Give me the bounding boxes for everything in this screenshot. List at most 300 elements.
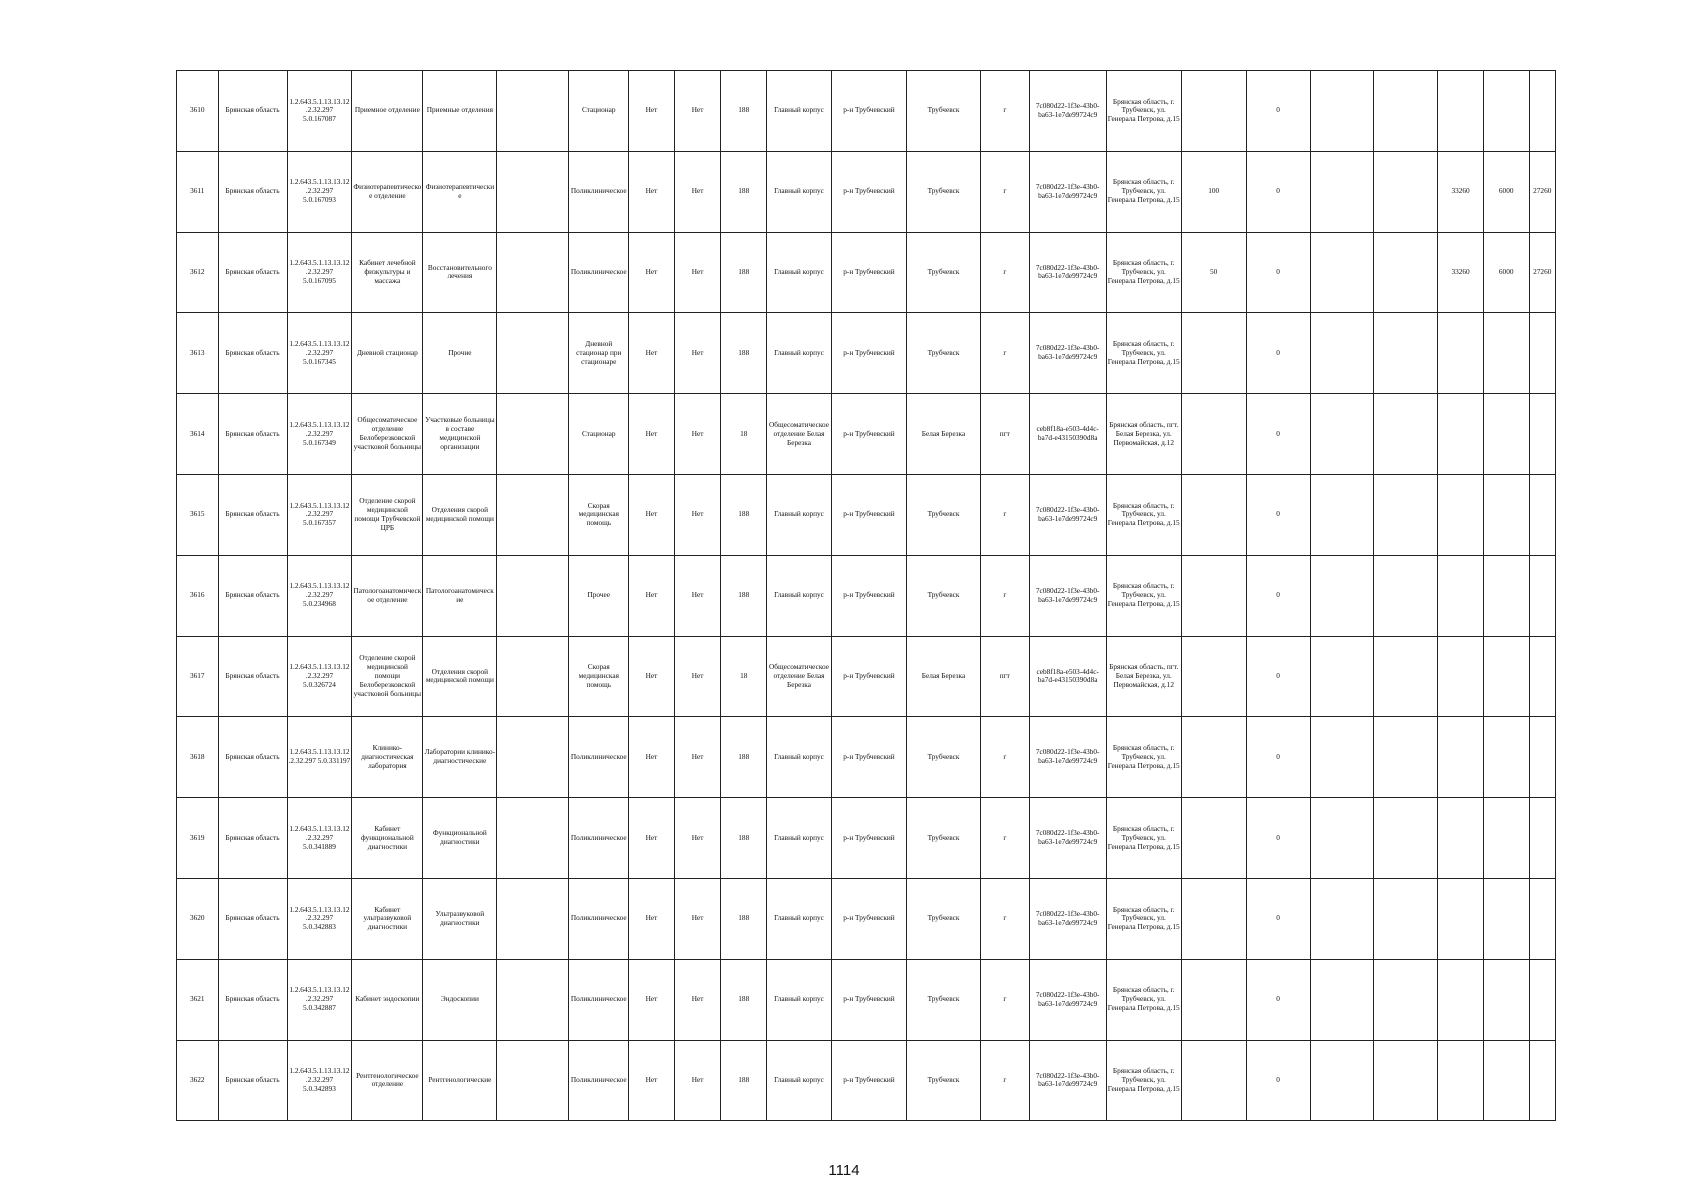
unit-name-cell: Кабинет ультразвуковой диагностики [352,878,423,959]
guid-cell: ceb8f18a-e503-4d4c-ba7d-e43150390d8a [1029,394,1106,475]
address-cell: Брянская область, пгт. Белая Березка, ул. Первомайская, д.12 [1106,394,1181,475]
unit-type-cell: Патологоанатомические [423,555,497,636]
empty-cell [497,71,569,152]
guid-cell: ceb8f18a-e503-4d4c-ba7d-e43150390d8a [1029,636,1106,717]
table-row [177,474,1556,555]
district-cell: р-н Трубчевский [831,959,906,1040]
empty-cell [1374,394,1438,475]
amount-cell [1483,878,1529,959]
amount-cell [1438,717,1484,798]
empty-cell [1374,71,1438,152]
registry-table [176,70,1556,1121]
empty-cell [1310,798,1374,879]
flag-cell: Нет [629,717,675,798]
settlement-type-cell: г [981,313,1030,394]
code-cell: 188 [721,71,767,152]
amount-cell [1483,394,1529,475]
district-cell: р-н Трубчевский [831,878,906,959]
unit-type-cell: Физиотерапевтические [423,151,497,232]
empty-cell [1310,717,1374,798]
flag-cell: Нет [629,1040,675,1121]
empty-cell [497,636,569,717]
empty-cell [1374,959,1438,1040]
empty-cell [1374,474,1438,555]
care-type-cell: Поликлиническое [569,232,629,313]
guid-cell: 7c080d22-1f3e-43b0-ba63-1e7de99724c9 [1029,717,1106,798]
guid-cell: 7c080d22-1f3e-43b0-ba63-1e7de99724c9 [1029,474,1106,555]
address-cell: Брянская область, г. Трубчевск, ул. Генерала Петрова, д.15 [1106,151,1181,232]
settlement-type-cell: г [981,555,1030,636]
count-cell: 0 [1246,151,1310,232]
amount-cell [1529,959,1556,1040]
table-row [177,878,1556,959]
unit-name-cell: Отделение скорой медицинской помощи Белоберезковской участковой больницы [352,636,423,717]
amount-cell [1438,313,1484,394]
address-cell: Брянская область, г. Трубчевск, ул. Генерала Петрова, д.15 [1106,71,1181,152]
code-cell: 188 [721,474,767,555]
oid-cell: 1.2.643.5.1.13.13.12.2.32.297 5.0.234968 [287,555,352,636]
amount-cell [1529,798,1556,879]
flag-cell: Нет [629,394,675,475]
flag-cell: Нет [674,717,721,798]
unit-type-cell: Приемные отделения [423,71,497,152]
region-cell: Брянская область [218,313,287,394]
region-cell: Брянская область [218,474,287,555]
amount-cell [1483,71,1529,152]
unit-name-cell: Кабинет функциональной диагностики [352,798,423,879]
row-number-cell: 3621 [177,959,219,1040]
count-cell: 0 [1246,959,1310,1040]
amount-cell [1529,878,1556,959]
capacity-cell [1181,636,1246,717]
unit-name-cell: Приемное отделение [352,71,423,152]
settlement-type-cell: пгт [981,394,1030,475]
district-cell: р-н Трубчевский [831,151,906,232]
settlement-cell: Трубчевск [906,717,980,798]
row-number-cell: 3614 [177,394,219,475]
region-cell: Брянская область [218,1040,287,1121]
unit-name-cell: Рентгенологическое отделение [352,1040,423,1121]
empty-cell [1310,474,1374,555]
building-cell: Главный корпус [767,717,832,798]
settlement-cell: Белая Березка [906,636,980,717]
empty-cell [1310,71,1374,152]
building-cell: Главный корпус [767,1040,832,1121]
oid-cell: 1.2.643.5.1.13.13.12.2.32.297 5.0.342883 [287,878,352,959]
settlement-type-cell: г [981,717,1030,798]
settlement-cell: Трубчевск [906,878,980,959]
flag-cell: Нет [674,798,721,879]
table-row [177,636,1556,717]
flag-cell: Нет [629,959,675,1040]
district-cell: р-н Трубчевский [831,313,906,394]
oid-cell: 1.2.643.5.1.13.13.12.2.32.297 5.0.167345 [287,313,352,394]
empty-cell [1374,1040,1438,1121]
count-cell: 0 [1246,313,1310,394]
oid-cell: 1.2.643.5.1.13.13.12.2.32.297 5.0.326724 [287,636,352,717]
row-number-cell: 3611 [177,151,219,232]
empty-cell [1310,313,1374,394]
care-type-cell: Дневной стационар при стационаре [569,313,629,394]
code-cell: 188 [721,959,767,1040]
capacity-cell [1181,71,1246,152]
region-cell: Брянская область [218,878,287,959]
empty-cell [497,959,569,1040]
unit-type-cell: Отделения скорой медицинской помощи [423,636,497,717]
capacity-cell [1181,313,1246,394]
table-row [177,798,1556,879]
count-cell: 0 [1246,394,1310,475]
empty-cell [1374,555,1438,636]
empty-cell [497,474,569,555]
building-cell: Главный корпус [767,959,832,1040]
guid-cell: 7c080d22-1f3e-43b0-ba63-1e7de99724c9 [1029,1040,1106,1121]
amount-cell: 27260 [1529,232,1556,313]
capacity-cell [1181,394,1246,475]
table-row [177,959,1556,1040]
unit-type-cell: Восстановительного лечения [423,232,497,313]
empty-cell [1374,717,1438,798]
row-number-cell: 3613 [177,313,219,394]
building-cell: Главный корпус [767,151,832,232]
unit-name-cell: Отделение скорой медицинской помощи Трубчевской ЦРБ [352,474,423,555]
oid-cell: 1.2.643.5.1.13.13.12.2.32.297 5.0.342893 [287,1040,352,1121]
region-cell: Брянская область [218,636,287,717]
amount-cell [1529,1040,1556,1121]
count-cell: 0 [1246,636,1310,717]
care-type-cell: Поликлиническое [569,1040,629,1121]
row-number-cell: 3610 [177,71,219,152]
count-cell: 0 [1246,798,1310,879]
table-row [177,71,1556,152]
amount-cell [1438,71,1484,152]
address-cell: Брянская область, г. Трубчевск, ул. Генерала Петрова, д.15 [1106,959,1181,1040]
empty-cell [1374,878,1438,959]
guid-cell: 7c080d22-1f3e-43b0-ba63-1e7de99724c9 [1029,555,1106,636]
unit-name-cell: Физиотерапевтическое отделение [352,151,423,232]
settlement-cell: Трубчевск [906,232,980,313]
unit-name-cell: Кабинет лечебной физкультуры и массажа [352,232,423,313]
code-cell: 18 [721,636,767,717]
settlement-cell: Трубчевск [906,474,980,555]
amount-cell [1483,1040,1529,1121]
address-cell: Брянская область, г. Трубчевск, ул. Генерала Петрова, д.15 [1106,878,1181,959]
guid-cell: 7c080d22-1f3e-43b0-ba63-1e7de99724c9 [1029,232,1106,313]
settlement-type-cell: г [981,151,1030,232]
district-cell: р-н Трубчевский [831,474,906,555]
oid-cell: 1.2.643.5.1.13.13.12.2.32.297 5.0.167357 [287,474,352,555]
empty-cell [497,878,569,959]
care-type-cell: Скорая медицинская помощь [569,636,629,717]
empty-cell [497,394,569,475]
building-cell: Главный корпус [767,71,832,152]
settlement-type-cell: пгт [981,636,1030,717]
amount-cell [1529,474,1556,555]
page-number: 1114 [828,1162,860,1179]
flag-cell: Нет [629,71,675,152]
empty-cell [1310,555,1374,636]
region-cell: Брянская область [218,798,287,879]
address-cell: Брянская область, г. Трубчевск, ул. Генерала Петрова, д.15 [1106,474,1181,555]
flag-cell: Нет [674,151,721,232]
count-cell: 0 [1246,878,1310,959]
amount-cell [1483,798,1529,879]
amount-cell [1438,798,1484,879]
guid-cell: 7c080d22-1f3e-43b0-ba63-1e7de99724c9 [1029,878,1106,959]
oid-cell: 1.2.643.5.1.13.13.12.2.32.297 5.0.167349 [287,394,352,475]
care-type-cell: Поликлиническое [569,798,629,879]
unit-type-cell: Лаборатории клинико-диагностические [423,717,497,798]
unit-type-cell: Отделения скорой медицинской помощи [423,474,497,555]
address-cell: Брянская область, г. Трубчевск, ул. Генерала Петрова, д.15 [1106,1040,1181,1121]
district-cell: р-н Трубчевский [831,232,906,313]
settlement-cell: Трубчевск [906,71,980,152]
address-cell: Брянская область, пгт. Белая Березка, ул. Первомайская, д.12 [1106,636,1181,717]
amount-cell [1438,636,1484,717]
amount-cell [1529,717,1556,798]
empty-cell [497,798,569,879]
unit-name-cell: Общесоматическое отделение Белоберезковской участковой больницы [352,394,423,475]
flag-cell: Нет [674,1040,721,1121]
amount-cell [1438,1040,1484,1121]
guid-cell: 7c080d22-1f3e-43b0-ba63-1e7de99724c9 [1029,71,1106,152]
table-row [177,232,1556,313]
unit-type-cell: Прочие [423,313,497,394]
amount-cell: 6000 [1483,151,1529,232]
amount-cell: 27260 [1529,151,1556,232]
empty-cell [1310,636,1374,717]
flag-cell: Нет [629,232,675,313]
settlement-type-cell: г [981,232,1030,313]
settlement-cell: Белая Березка [906,394,980,475]
flag-cell: Нет [629,636,675,717]
region-cell: Брянская область [218,71,287,152]
flag-cell: Нет [674,959,721,1040]
guid-cell: 7c080d22-1f3e-43b0-ba63-1e7de99724c9 [1029,798,1106,879]
oid-cell: 1.2.643.5.1.13.13.12.2.32.297 5.0.167087 [287,71,352,152]
amount-cell: 33260 [1438,151,1484,232]
table-row [177,394,1556,475]
care-type-cell: Стационар [569,71,629,152]
guid-cell: 7c080d22-1f3e-43b0-ba63-1e7de99724c9 [1029,313,1106,394]
district-cell: р-н Трубчевский [831,798,906,879]
amount-cell [1438,555,1484,636]
table-row [177,717,1556,798]
district-cell: р-н Трубчевский [831,717,906,798]
flag-cell: Нет [629,798,675,879]
count-cell: 0 [1246,232,1310,313]
settlement-cell: Трубчевск [906,555,980,636]
empty-cell [1310,151,1374,232]
amount-cell [1529,394,1556,475]
unit-type-cell: Рентгенологические [423,1040,497,1121]
flag-cell: Нет [629,474,675,555]
care-type-cell: Поликлиническое [569,151,629,232]
unit-name-cell: Клинико-диагностическая лаборатория [352,717,423,798]
address-cell: Брянская область, г. Трубчевск, ул. Генерала Петрова, д.15 [1106,313,1181,394]
flag-cell: Нет [629,313,675,394]
building-cell: Главный корпус [767,474,832,555]
region-cell: Брянская область [218,959,287,1040]
care-type-cell: Стационар [569,394,629,475]
empty-cell [1310,878,1374,959]
building-cell: Главный корпус [767,878,832,959]
empty-cell [497,313,569,394]
district-cell: р-н Трубчевский [831,555,906,636]
flag-cell: Нет [674,232,721,313]
code-cell: 188 [721,798,767,879]
count-cell: 0 [1246,474,1310,555]
unit-name-cell: Кабинет эндоскопии [352,959,423,1040]
capacity-cell [1181,555,1246,636]
region-cell: Брянская область [218,555,287,636]
capacity-cell [1181,878,1246,959]
care-type-cell: Поликлиническое [569,959,629,1040]
oid-cell: 1.2.643.5.1.13.13.12.2.32.297 5.0.341889 [287,798,352,879]
amount-cell [1529,555,1556,636]
flag-cell: Нет [629,555,675,636]
row-number-cell: 3619 [177,798,219,879]
unit-type-cell: Эндоскопии [423,959,497,1040]
region-cell: Брянская область [218,717,287,798]
row-number-cell: 3618 [177,717,219,798]
amount-cell [1438,959,1484,1040]
code-cell: 188 [721,313,767,394]
flag-cell: Нет [674,394,721,475]
unit-name-cell: Дневной стационар [352,313,423,394]
empty-cell [497,717,569,798]
amount-cell [1483,313,1529,394]
unit-type-cell: Ультразвуковой диагностики [423,878,497,959]
amount-cell [1483,474,1529,555]
capacity-cell [1181,474,1246,555]
row-number-cell: 3620 [177,878,219,959]
region-cell: Брянская область [218,394,287,475]
empty-cell [497,232,569,313]
settlement-type-cell: г [981,474,1030,555]
building-cell: Общесоматическое отделение Белая Березка [767,394,832,475]
guid-cell: 7c080d22-1f3e-43b0-ba63-1e7de99724c9 [1029,151,1106,232]
capacity-cell: 50 [1181,232,1246,313]
district-cell: р-н Трубчевский [831,1040,906,1121]
flag-cell: Нет [674,555,721,636]
count-cell: 0 [1246,555,1310,636]
row-number-cell: 3612 [177,232,219,313]
empty-cell [497,1040,569,1121]
building-cell: Главный корпус [767,555,832,636]
empty-cell [1374,636,1438,717]
code-cell: 188 [721,151,767,232]
settlement-cell: Трубчевск [906,151,980,232]
guid-cell: 7c080d22-1f3e-43b0-ba63-1e7de99724c9 [1029,959,1106,1040]
capacity-cell [1181,959,1246,1040]
empty-cell [1310,232,1374,313]
care-type-cell: Поликлиническое [569,878,629,959]
row-number-cell: 3616 [177,555,219,636]
amount-cell [1529,71,1556,152]
flag-cell: Нет [674,313,721,394]
settlement-cell: Трубчевск [906,1040,980,1121]
district-cell: р-н Трубчевский [831,394,906,475]
amount-cell [1529,636,1556,717]
building-cell: Общесоматическое отделение Белая Березка [767,636,832,717]
code-cell: 188 [721,232,767,313]
region-cell: Брянская область [218,232,287,313]
capacity-cell [1181,717,1246,798]
empty-cell [1374,151,1438,232]
code-cell: 188 [721,1040,767,1121]
capacity-cell: 100 [1181,151,1246,232]
flag-cell: Нет [674,878,721,959]
address-cell: Брянская область, г. Трубчевск, ул. Генерала Петрова, д.15 [1106,717,1181,798]
settlement-cell: Трубчевск [906,959,980,1040]
amount-cell [1438,474,1484,555]
empty-cell [497,555,569,636]
empty-cell [1310,959,1374,1040]
code-cell: 18 [721,394,767,475]
amount-cell [1438,878,1484,959]
flag-cell: Нет [629,151,675,232]
district-cell: р-н Трубчевский [831,71,906,152]
building-cell: Главный корпус [767,313,832,394]
flag-cell: Нет [629,878,675,959]
amount-cell [1529,313,1556,394]
flag-cell: Нет [674,474,721,555]
row-number-cell: 3617 [177,636,219,717]
amount-cell: 33260 [1438,232,1484,313]
settlement-type-cell: г [981,1040,1030,1121]
unit-type-cell: Функциональной диагностики [423,798,497,879]
settlement-type-cell: г [981,798,1030,879]
oid-cell: 1.2.643.5.1.13.13.12.2.32.297 5.0.342887 [287,959,352,1040]
building-cell: Главный корпус [767,232,832,313]
care-type-cell: Поликлиническое [569,717,629,798]
unit-type-cell: Участковые больницы в составе медицинской организации [423,394,497,475]
oid-cell: 1.2.643.5.1.13.13.12.2.32.297 5.0.167093 [287,151,352,232]
registry-table-body [177,71,1556,1121]
settlement-cell: Трубчевск [906,313,980,394]
building-cell: Главный корпус [767,798,832,879]
address-cell: Брянская область, г. Трубчевск, ул. Генерала Петрова, д.15 [1106,555,1181,636]
capacity-cell [1181,1040,1246,1121]
empty-cell [1374,232,1438,313]
district-cell: р-н Трубчевский [831,636,906,717]
unit-name-cell: Патологоанатомическое отделение [352,555,423,636]
flag-cell: Нет [674,636,721,717]
count-cell: 0 [1246,1040,1310,1121]
settlement-cell: Трубчевск [906,798,980,879]
table-row [177,555,1556,636]
empty-cell [1374,313,1438,394]
address-cell: Брянская область, г. Трубчевск, ул. Генерала Петрова, д.15 [1106,232,1181,313]
amount-cell [1483,555,1529,636]
settlement-type-cell: г [981,959,1030,1040]
region-cell: Брянская область [218,151,287,232]
flag-cell: Нет [674,71,721,152]
row-number-cell: 3622 [177,1040,219,1121]
empty-cell [497,151,569,232]
capacity-cell [1181,798,1246,879]
table-row [177,1040,1556,1121]
count-cell: 0 [1246,717,1310,798]
settlement-type-cell: г [981,71,1030,152]
settlement-type-cell: г [981,878,1030,959]
count-cell: 0 [1246,71,1310,152]
code-cell: 188 [721,717,767,798]
empty-cell [1310,1040,1374,1121]
amount-cell [1438,394,1484,475]
care-type-cell: Прочее [569,555,629,636]
